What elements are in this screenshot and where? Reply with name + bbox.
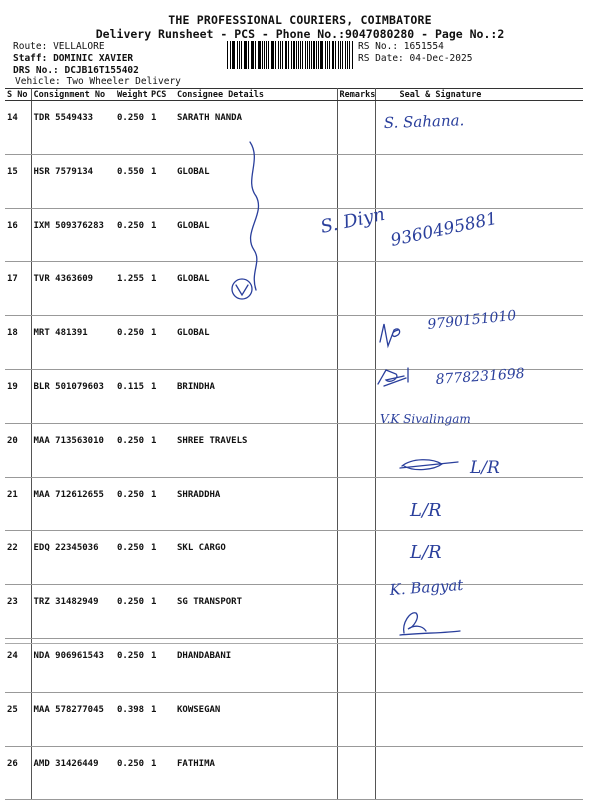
cell-remarks	[337, 208, 375, 262]
route-value: VELLALORE	[53, 41, 105, 52]
cell-consignment-no: TVR 4363609	[31, 262, 115, 316]
cell-remarks	[337, 262, 375, 316]
cell-consignment-no: BLR 501079603	[31, 369, 115, 423]
barcode-bar	[272, 41, 274, 69]
barcode-bar	[248, 41, 249, 69]
route-label: Route:	[13, 41, 48, 52]
cell-sno: 18	[5, 316, 31, 370]
cell-seal-signature	[375, 101, 583, 155]
cell-seal-signature	[375, 262, 583, 316]
rs-no-value: 1651554	[403, 41, 444, 52]
cell-pcs: 1	[149, 692, 175, 746]
barcode-bar	[266, 41, 267, 69]
cell-pcs: 1	[149, 369, 175, 423]
cell-remarks	[337, 101, 375, 155]
cell-consignee: KOWSEGAN	[175, 692, 337, 746]
barcode-bar	[327, 41, 328, 69]
handwriting-row14: S. Sahana.	[383, 111, 465, 132]
barcode-bar	[282, 41, 283, 69]
cell-weight: 0.250	[115, 638, 149, 692]
cell-weight: 0.250	[115, 316, 149, 370]
barcode-bar	[285, 41, 286, 69]
vehicle-value: Two Wheeler Delivery	[66, 76, 181, 87]
barcode-bar	[252, 41, 254, 69]
drs-label: DRS No.:	[13, 65, 59, 76]
cell-seal-signature	[375, 585, 583, 639]
cell-remarks	[337, 477, 375, 531]
cell-consignment-no: NDA 906961543	[31, 638, 115, 692]
cell-consignee: SKL CARGO	[175, 531, 337, 585]
table-row	[5, 638, 583, 692]
barcode-bar	[245, 41, 246, 69]
table-header-row	[5, 89, 583, 101]
barcode-bar	[332, 41, 333, 69]
cell-consignment-no: TRZ 31482949	[31, 585, 115, 639]
barcode-bar	[300, 41, 301, 69]
cell-remarks	[337, 369, 375, 423]
handwriting-row25: K. Bagyat	[389, 575, 464, 599]
cell-consignment-no: MAA 712612655	[31, 477, 115, 531]
barcode-bar	[316, 41, 317, 69]
barcode-bar	[278, 41, 279, 69]
barcode-bar	[233, 41, 234, 69]
barcode-bar	[335, 41, 336, 69]
cell-pcs: 1	[149, 638, 175, 692]
barcode-bar	[288, 41, 289, 69]
cell-remarks	[337, 585, 375, 639]
col-weight: Weight	[117, 89, 148, 100]
handwriting-row23: L/R	[410, 500, 442, 521]
barcode-bar	[271, 41, 272, 69]
rs-date-line	[358, 53, 472, 64]
cell-weight: 0.250	[115, 423, 149, 477]
cell-seal-signature	[375, 423, 583, 477]
table-row	[5, 316, 583, 370]
cell-consignment-no: MAA 713563010	[31, 423, 115, 477]
col-consignment: Consignment No	[31, 89, 115, 101]
handwriting-row21: V.K Sivalingam	[380, 412, 471, 426]
barcode-image	[227, 41, 354, 69]
table-row	[5, 585, 583, 639]
cell-sno: 17	[5, 262, 31, 316]
barcode-bar	[268, 41, 269, 69]
cell-pcs: 1	[149, 423, 175, 477]
cell-remarks	[337, 423, 375, 477]
cell-remarks	[337, 638, 375, 692]
barcode-bar	[296, 41, 297, 69]
rs-date-value: 04-Dec-2025	[409, 53, 473, 64]
cell-pcs: 1	[149, 585, 175, 639]
table-row	[5, 208, 583, 262]
staff-value: DOMINIC XAVIER	[53, 53, 134, 64]
drs-line	[13, 65, 139, 76]
barcode-bar	[239, 41, 240, 69]
runsheet-subtitle: Delivery Runsheet - PCS - Phone No.:9047080280 - Page No.:2	[95, 27, 505, 41]
cell-sno: 14	[5, 101, 31, 155]
cell-sno: 25	[5, 692, 31, 746]
col-remarks: Remarks	[337, 89, 375, 101]
cell-weight: 0.115	[115, 369, 149, 423]
cell-sno: 23	[5, 585, 31, 639]
cell-seal-signature	[375, 208, 583, 262]
barcode-bar	[329, 41, 330, 69]
cell-seal-signature	[375, 638, 583, 692]
cell-consignment-no: AMD 31426449	[31, 746, 115, 800]
rs-no-label: RS No.:	[358, 41, 399, 52]
cell-pcs: 1	[149, 101, 175, 155]
barcode-bar	[309, 41, 310, 69]
barcode-bar	[307, 41, 308, 69]
cell-consignee: GLOBAL	[175, 316, 337, 370]
cell-weight: 0.398	[115, 692, 149, 746]
cell-consignee: DHANDABANI	[175, 638, 337, 692]
barcode-bar	[313, 41, 314, 69]
barcode-bar	[262, 41, 263, 69]
cell-weight: 0.550	[115, 154, 149, 208]
cell-consignment-no: TDR 5549433	[31, 101, 115, 155]
cell-sno: 22	[5, 531, 31, 585]
barcode-bar	[347, 41, 348, 69]
cell-consignment-no: MAA 578277045	[31, 692, 115, 746]
barcode-bar	[227, 41, 228, 69]
barcode-bar	[321, 41, 323, 69]
cell-consignee: SHREE TRAVELS	[175, 423, 337, 477]
cell-pcs: 1	[149, 154, 175, 208]
barcode-bar	[286, 41, 287, 69]
cell-sno: 24	[5, 638, 31, 692]
barcode-bar	[311, 41, 312, 69]
cell-consignment-no: EDQ 22345036	[31, 531, 115, 585]
barcode-bar	[340, 41, 341, 69]
cell-seal-signature	[375, 316, 583, 370]
cell-pcs: 1	[149, 316, 175, 370]
cell-pcs: 1	[149, 477, 175, 531]
table-row	[5, 262, 583, 316]
vehicle-line	[15, 76, 181, 87]
cell-weight: 0.250	[115, 208, 149, 262]
barcode-bar	[280, 41, 281, 69]
cell-sno: 26	[5, 746, 31, 800]
cell-remarks	[337, 316, 375, 370]
col-sno: S No	[5, 89, 31, 101]
cell-sno: 19	[5, 369, 31, 423]
cell-pcs: 1	[149, 208, 175, 262]
barcode-bar	[255, 41, 256, 69]
barcode-bar	[345, 41, 347, 69]
barcode-bar	[325, 41, 326, 69]
cell-sno: 15	[5, 154, 31, 208]
cell-pcs: 1	[149, 746, 175, 800]
table-row	[5, 101, 583, 155]
handwriting-row22: L/R	[470, 458, 500, 478]
barcode-bar	[349, 41, 350, 69]
cell-consignment-no: IXM 509376283	[31, 208, 115, 262]
cell-pcs: 1	[149, 531, 175, 585]
barcode-bar	[305, 41, 306, 69]
drs-value: DCJB16T155402	[64, 65, 139, 76]
route-line	[13, 41, 105, 52]
cell-seal-signature	[375, 477, 583, 531]
cell-consignee: GLOBAL	[175, 262, 337, 316]
cell-weight: 0.250	[115, 531, 149, 585]
cell-weight: 0.250	[115, 477, 149, 531]
cell-weight: 0.250	[115, 101, 149, 155]
cell-consignee: SARATH NANDA	[175, 101, 337, 155]
handwriting-row19-phone: 9790151010	[426, 307, 518, 333]
barcode-bar	[291, 41, 292, 69]
cell-consignment-no: MRT 481391	[31, 316, 115, 370]
barcode-bar	[352, 41, 353, 69]
col-seal-signature: Seal & Signature	[375, 89, 583, 101]
barcode-bar	[293, 41, 295, 69]
company-title: THE PROFESSIONAL COURIERS, COIMBATORE	[168, 13, 432, 27]
vehicle-label: Vehicle:	[15, 76, 61, 87]
cell-consignment-no: HSR 7579134	[31, 154, 115, 208]
cell-remarks	[337, 154, 375, 208]
barcode-bar	[251, 41, 252, 69]
table-row	[5, 477, 583, 531]
cell-consignee: SHRADDHA	[175, 477, 337, 531]
cell-consignee: GLOBAL	[175, 208, 337, 262]
table-row	[5, 531, 583, 585]
barcode-bar	[258, 41, 259, 69]
rs-no-line	[358, 41, 444, 52]
table-row	[5, 369, 583, 423]
table-bottom-rule	[5, 643, 583, 644]
runsheet-table	[5, 88, 583, 800]
barcode-bar	[241, 41, 242, 69]
cell-consignee: FATHIMA	[175, 746, 337, 800]
cell-seal-signature	[375, 369, 583, 423]
cell-sno: 20	[5, 423, 31, 477]
cell-sno: 16	[5, 208, 31, 262]
cell-consignee: SG TRANSPORT	[175, 585, 337, 639]
barcode-bar	[302, 41, 303, 69]
cell-remarks	[337, 531, 375, 585]
barcode-bar	[230, 41, 231, 69]
barcode-bar	[259, 41, 260, 69]
barcode-bar	[275, 41, 276, 69]
cell-consignee: BRINDHA	[175, 369, 337, 423]
cell-sno: 21	[5, 477, 31, 531]
handwriting-rows15-18-name: S. Diyn	[318, 203, 387, 238]
handwriting-row20-phone: 8778231698	[435, 365, 526, 388]
barcode-bar	[237, 41, 239, 69]
staff-label: Staff:	[13, 53, 48, 64]
barcode-bar	[320, 41, 321, 69]
barcode-bar	[298, 41, 299, 69]
barcode-bar	[232, 41, 233, 69]
col-consignee: Consignee Details	[175, 89, 337, 101]
barcode-bar	[264, 41, 265, 69]
table-row	[5, 154, 583, 208]
barcode-bar	[318, 41, 319, 69]
handwriting-row24: L/R	[410, 542, 442, 563]
cell-weight: 1.255	[115, 262, 149, 316]
cell-weight: 0.250	[115, 585, 149, 639]
barcode-bar	[244, 41, 245, 69]
cell-seal-signature	[375, 746, 583, 800]
col-pcs: PCS	[149, 89, 175, 101]
barcode-bar	[342, 41, 343, 69]
cell-weight: 0.250	[115, 746, 149, 800]
rs-date-label: RS Date:	[358, 53, 404, 64]
cell-seal-signature	[375, 531, 583, 585]
cell-pcs: 1	[149, 262, 175, 316]
table-row	[5, 423, 583, 477]
cell-consignee: GLOBAL	[175, 154, 337, 208]
barcode-bar	[338, 41, 339, 69]
table-row	[5, 746, 583, 800]
handwriting-rows15-18-phone: 9360495881	[388, 208, 499, 251]
table-row	[5, 692, 583, 746]
staff-line	[13, 53, 133, 64]
cell-remarks	[337, 746, 375, 800]
cell-seal-signature	[375, 154, 583, 208]
cell-remarks	[337, 692, 375, 746]
barcode-bar	[333, 41, 334, 69]
cell-seal-signature	[375, 692, 583, 746]
